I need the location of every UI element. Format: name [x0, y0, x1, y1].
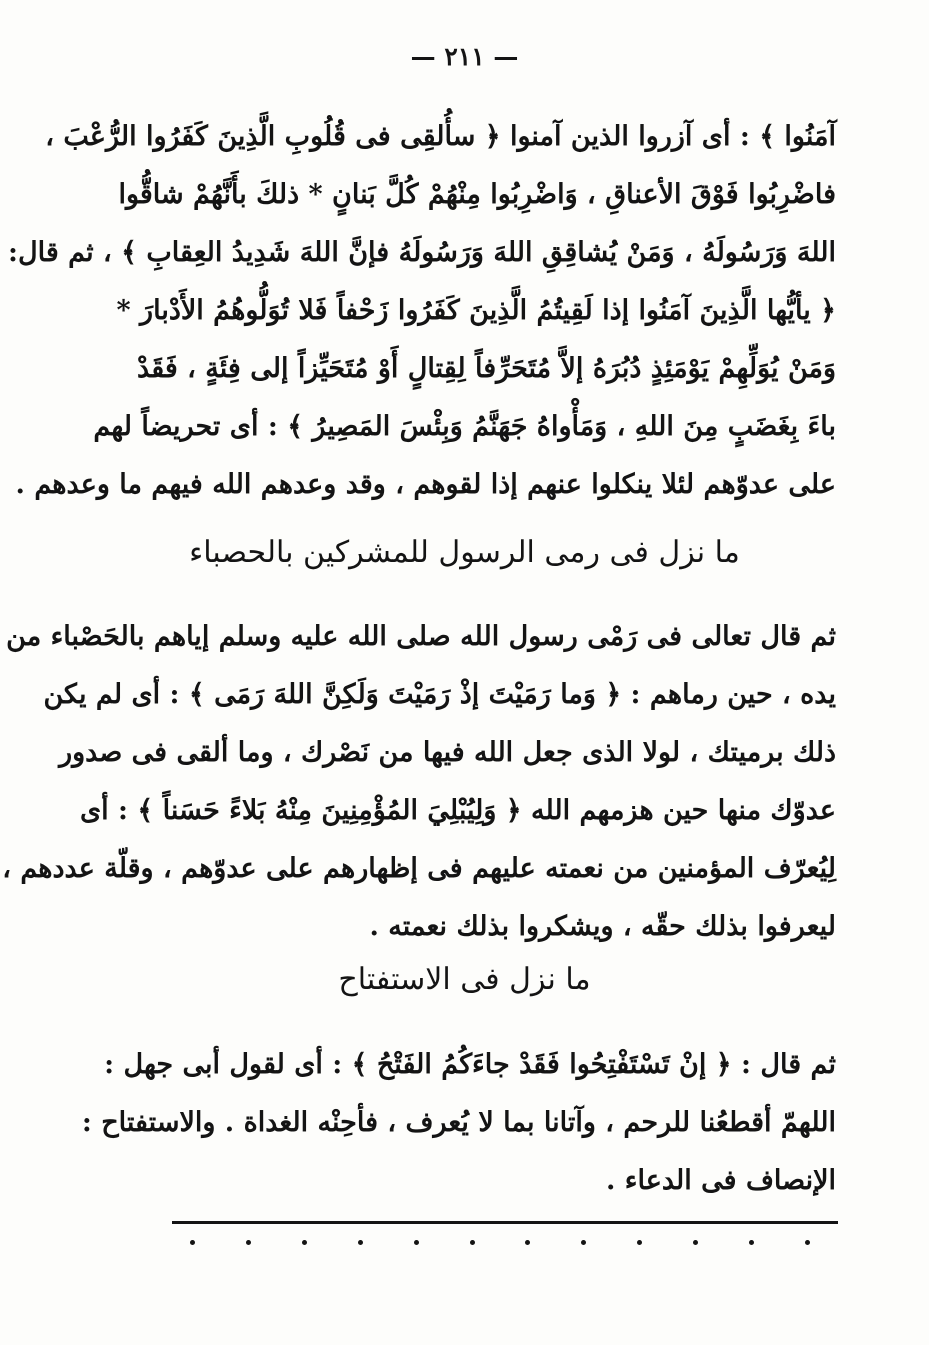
- decorative-dot: [414, 1240, 419, 1245]
- text-line: ذلك برميتك ، لولا الذى جعل الله فيها من نَصْرك ، وما ألقى فى صدور: [59, 737, 836, 768]
- paragraph-1: [8, 108, 836, 514]
- decorative-dot: [302, 1240, 307, 1245]
- section-heading-istiftah: ما نزل فى الاستفتاح: [338, 962, 591, 997]
- text-line: ثم قال : ﴿ إنْ تَسْتَفْتِحُوا فَقَدْ جاءَكُمُ الفَتْحُ ﴾ : أى لقول أبى جهل :: [104, 1049, 836, 1080]
- text-line: ثم قال تعالى فى رَمْى رسول الله صلى الله عليه وسلم إياهم بالحَصْباء من: [6, 621, 836, 652]
- text-line: ليعرفوا بذلك حقّه ، ويشكروا بذلك نعمته .: [369, 911, 836, 942]
- section-heading-hasba: ما نزل فى رمى الرسول للمشركين بالحصباء: [189, 535, 740, 570]
- text-line: الإنصاف فى الدعاء .: [606, 1165, 836, 1196]
- text-line: يده ، حين رماهم : ﴿ وَما رَمَيْتَ إذْ رَمَيْتَ وَلَكِنَّ اللهَ رَمَى ﴾ : أى لم يكن: [43, 679, 836, 710]
- decorative-dot: [581, 1240, 586, 1245]
- text-line: فاضْرِبُوا فَوْقَ الأعناقِ ، وَاضْرِبُوا مِنْهُمْ كُلَّ بَنانٍ * ذلكَ بأَنَّهُمْ شاقُّوا: [118, 179, 836, 210]
- paragraph-2: [2, 608, 836, 956]
- text-line: وَمَنْ يُوَلِّهِمْ يَوْمَئِذٍ دُبُرَهُ إلاَّ مُتَحَرِّفاً لِقِتالٍ أَوْ مُتَحَيِّزاً إلى فِئَةٍ ، فَقَدْ: [137, 353, 836, 384]
- decorative-dot: [805, 1240, 810, 1245]
- footer-dots: [190, 1240, 810, 1245]
- text-line: لِيُعرّف المؤمنين من نعمته عليهم فى إظهارهم على عدوّهم ، وقلّة عددهم ،: [2, 853, 836, 884]
- text-line: اللهَ وَرَسُولَهُ ، وَمَنْ يُشاقِقِ اللهَ وَرَسُولَهُ فإنَّ اللهَ شَدِيدُ العِقابِ ﴾ ، ثم قال:: [8, 237, 836, 268]
- text-line: باءَ بِغَضَبٍ مِنَ اللهِ ، وَمَأْواهُ جَهَنَّمُ وَبِئْسَ المَصِيرُ ﴾ : أى تحريضاً لهم: [93, 411, 836, 442]
- decorative-dot: [470, 1240, 475, 1245]
- decorative-dot: [525, 1240, 530, 1245]
- decorative-dot: [246, 1240, 251, 1245]
- decorative-dot: [358, 1240, 363, 1245]
- text-line: ﴿ يأيُّها الَّذِينَ آمَنُوا إذا لَقِيتُمُ الَّذِينَ كَفَرُوا زَحْفاً فَلا تُوَلُّوهُمُ الأَدْبارَ *: [116, 295, 836, 326]
- decorative-dot: [190, 1240, 195, 1245]
- text-line: آمَنُوا ﴾ : أى آزروا الذين آمنوا ﴿ سأُلقِى فى قُلُوبِ الَّذِينَ كَفَرُوا الرُّعْبَ ،: [45, 121, 836, 152]
- footer-rule: [172, 1221, 838, 1224]
- decorative-dot: [637, 1240, 642, 1245]
- text-line: عدوّك منها حين هزمهم الله ﴿ وَلِيُبْلِيَ المُؤْمِنِينَ مِنْهُ بَلاءً حَسَناً ﴾ : أى: [80, 795, 836, 826]
- page-number: — ٢١١ —: [410, 42, 519, 71]
- decorative-dot: [749, 1240, 754, 1245]
- text-line: اللهمّ أقطعُنا للرحم ، وآتانا بما لا يُعرف ، فأحِنْه الغداة . والاستفتاح :: [81, 1107, 836, 1138]
- paragraph-3: [81, 1036, 836, 1210]
- decorative-dot: [693, 1240, 698, 1245]
- text-line: على عدوّهم لئلا ينكلوا عنهم إذا لقوهم ، وقد وعدهم الله فيهم ما وعدهم .: [15, 469, 836, 500]
